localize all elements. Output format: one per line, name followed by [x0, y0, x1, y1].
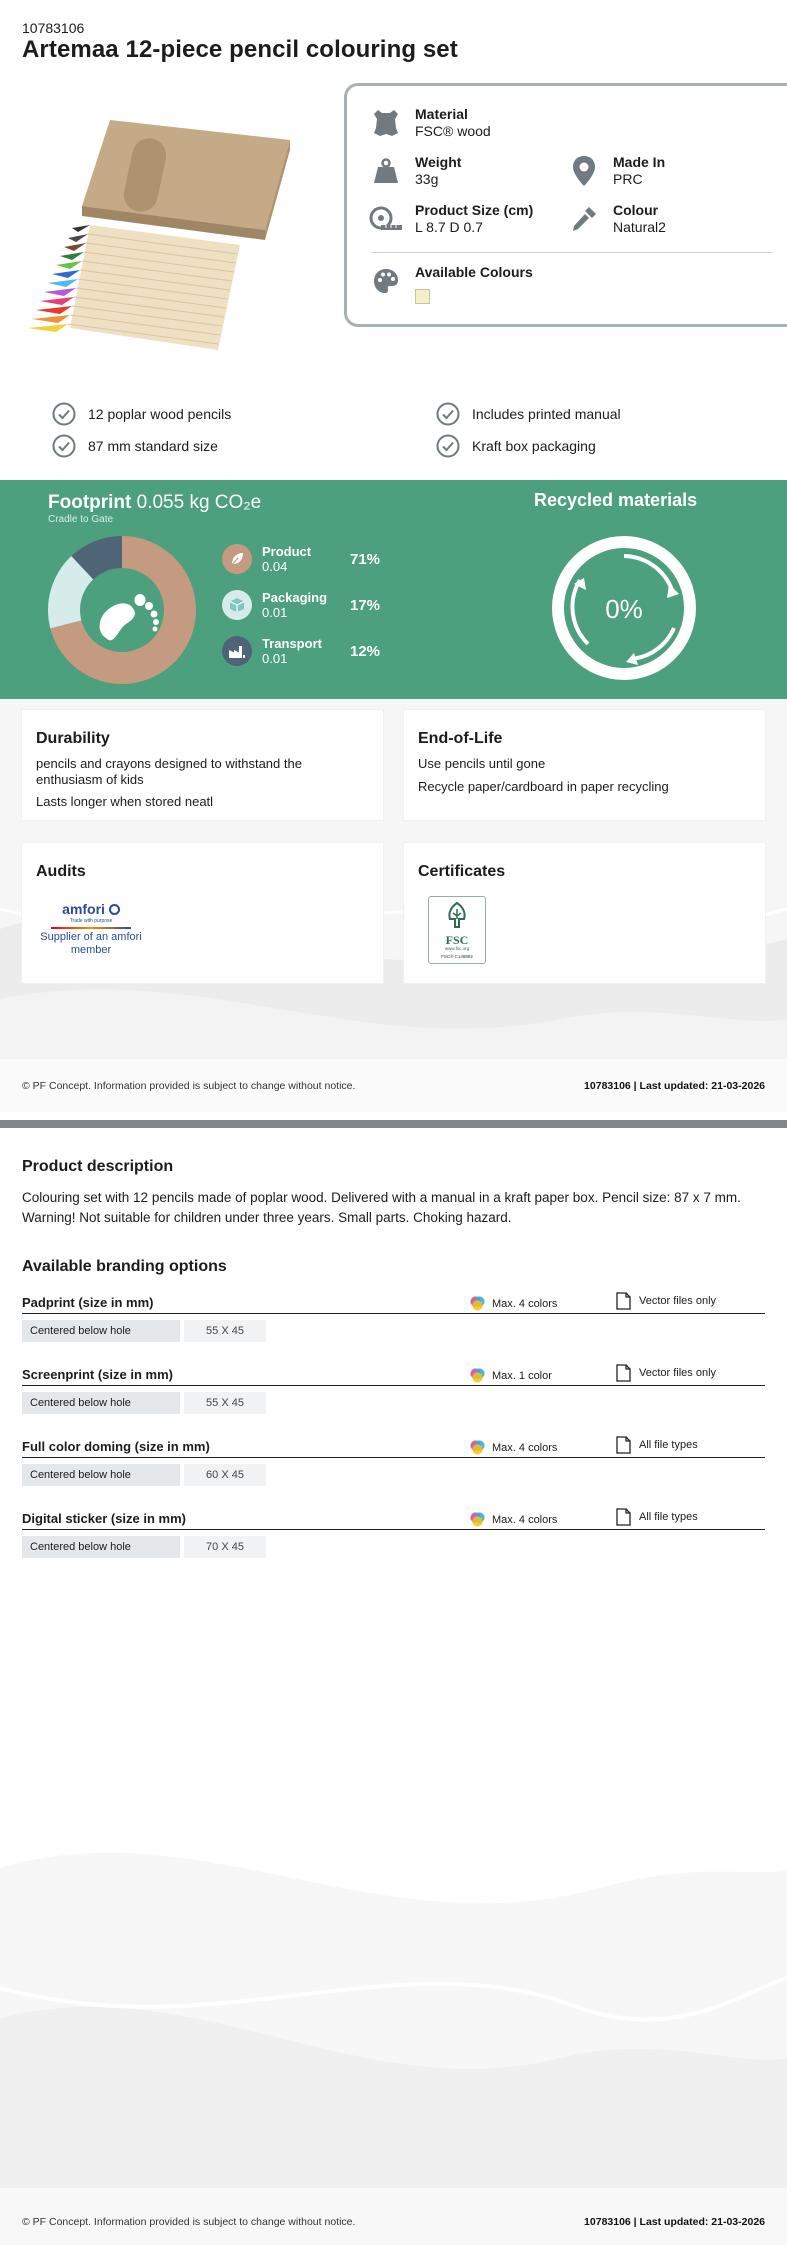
- footprint-donut-chart: [48, 536, 196, 684]
- footer-disclaimer: © PF Concept. Information provided is subject to change without notice.: [22, 1080, 356, 1092]
- footprint-title: [48, 492, 261, 514]
- branding-size: 70 X 45: [184, 1536, 266, 1558]
- card-line: Lasts longer when stored neatl: [36, 794, 214, 809]
- branding-position: Centered below hole: [22, 1464, 180, 1486]
- card-line: pencils and crayons designed to withstand the enthusiasm of kids: [36, 756, 302, 787]
- recycled-title: Recycled materials: [534, 490, 698, 510]
- recycled-value: 0%: [605, 594, 643, 624]
- branding-colors: [469, 1295, 557, 1312]
- check-circle-icon: [436, 402, 460, 426]
- color-wheel-icon: [469, 1367, 486, 1384]
- branding-size: 55 X 45: [184, 1392, 266, 1414]
- spec-value: L 8.7 D 0.7: [415, 219, 483, 235]
- branding-colors: [469, 1439, 557, 1456]
- spec-label: Material: [415, 106, 468, 122]
- card-title: Durability: [36, 730, 110, 747]
- footprint-section: [0, 480, 787, 699]
- file-icon: [616, 1508, 631, 1526]
- color-wheel-icon: [469, 1511, 486, 1528]
- product-sku: 10783106: [22, 20, 85, 36]
- branding-name: Screenprint (size in mm): [22, 1367, 173, 1382]
- fsc-logo-text: FSC: [445, 933, 469, 947]
- footprint-row-transport: [222, 636, 381, 666]
- amfori-logo: [36, 901, 146, 957]
- spec-value: FSC® wood: [415, 123, 491, 139]
- page-separator: [0, 1112, 787, 1128]
- tape-measure-icon: [369, 202, 403, 236]
- location-pin-icon: [567, 154, 601, 188]
- branding-files: [616, 1436, 698, 1454]
- check-circle-icon: [52, 434, 76, 458]
- product-image: [20, 110, 300, 370]
- check-circle-icon: [52, 402, 76, 426]
- feature-label: 87 mm standard size: [88, 438, 218, 454]
- feature-label: Kraft box packaging: [472, 438, 596, 454]
- spec-label: Made In: [613, 154, 666, 170]
- branding-colors-label: Max. 4 colors: [492, 1513, 558, 1526]
- footer-meta: [584, 2216, 765, 2228]
- end-of-life-card: [404, 710, 765, 820]
- eyedropper-icon: [567, 202, 601, 236]
- certificates-card: [404, 843, 765, 983]
- spec-colour: [567, 202, 666, 236]
- branding-files-label: Vector files only: [639, 1295, 717, 1307]
- spec-material: [369, 106, 491, 140]
- footprint-row-amount: 0.01: [262, 651, 288, 666]
- check-circle-icon: [436, 434, 460, 458]
- footprint-row-packaging: [222, 590, 381, 620]
- footprint-row-product: [222, 544, 381, 574]
- spec-label: Available Colours: [415, 264, 533, 280]
- branding-files-label: All file types: [639, 1511, 698, 1523]
- spec-available-colours: [369, 264, 533, 298]
- footprint-label: Footprint: [48, 492, 132, 513]
- fsc-logo-url: www.fsc.org: [444, 946, 470, 951]
- footprint-subtitle: Cradle to Gate: [48, 514, 114, 525]
- branding-colors: [469, 1511, 557, 1528]
- feature-item: [436, 402, 621, 426]
- spec-value: Natural2: [613, 219, 666, 235]
- branding-colors-label: Max. 4 colors: [492, 1297, 558, 1310]
- branding-files: [616, 1364, 716, 1382]
- recycled-gauge: [548, 532, 700, 684]
- branding-size: 60 X 45: [184, 1464, 266, 1486]
- branding-colors-label: Max. 1 color: [492, 1369, 552, 1382]
- spec-label: Weight: [415, 154, 462, 170]
- amfori-logo-text: amfori: [62, 901, 105, 917]
- branding-files: [616, 1508, 698, 1526]
- spec-size: [369, 202, 533, 236]
- spec-divider: [371, 252, 773, 253]
- branding-files-label: All file types: [639, 1439, 698, 1451]
- background-wave: [0, 1688, 787, 2245]
- leaf-icon: [222, 544, 252, 574]
- description-title: Product description: [22, 1158, 174, 1175]
- spec-label: Colour: [613, 202, 659, 218]
- footer-disclaimer: © PF Concept. Information provided is subject to change without notice.: [22, 2216, 356, 2228]
- footer-sku: 10783106: [584, 2216, 631, 2228]
- branding-size: 55 X 45: [184, 1320, 266, 1342]
- footprint-row-amount: 0.01: [262, 605, 288, 620]
- box-icon: [222, 590, 252, 620]
- footprint-row-name: Transport: [262, 636, 322, 651]
- weight-icon: [369, 154, 403, 188]
- footer-meta: [584, 1080, 765, 1092]
- branding-files: [616, 1292, 716, 1310]
- branding-name: Padprint (size in mm): [22, 1295, 154, 1310]
- card-title: Audits: [36, 863, 86, 880]
- feature-item: [52, 434, 218, 458]
- footprint-row-amount: 0.04: [262, 559, 288, 574]
- branding-name: Digital sticker (size in mm): [22, 1511, 186, 1526]
- branding-position: Centered below hole: [22, 1536, 180, 1558]
- fsc-logo: [428, 896, 486, 964]
- feature-item: [52, 402, 231, 426]
- factory-icon: [222, 636, 252, 666]
- footprint-row-percent: 17%: [350, 597, 381, 614]
- branding-files-label: Vector files only: [639, 1367, 717, 1379]
- palette-icon: [369, 264, 403, 298]
- card-line: Use pencils until gone: [418, 756, 546, 771]
- colour-swatch-natural[interactable]: [415, 289, 430, 304]
- card-line: Recycle paper/cardboard in paper recycling: [418, 779, 669, 794]
- file-icon: [616, 1292, 631, 1310]
- feature-item: [436, 434, 596, 458]
- footprint-row-name: Product: [262, 544, 312, 559]
- product-title: Artemaa 12-piece pencil colouring set: [22, 36, 458, 63]
- footprint-value: 0.055 kg CO₂e: [136, 492, 262, 513]
- spec-value: PRC: [613, 171, 643, 187]
- footer-sku: 10783106: [584, 1080, 631, 1092]
- fsc-tree-icon: [442, 901, 472, 929]
- file-icon: [616, 1436, 631, 1454]
- spec-panel: [344, 83, 787, 327]
- footprint-row-percent: 71%: [350, 551, 381, 568]
- color-wheel-icon: [469, 1295, 486, 1312]
- branding-position: Centered below hole: [22, 1392, 180, 1414]
- fsc-logo-code: FSC® C148882: [441, 954, 473, 959]
- datasheet-page-2: [0, 1128, 787, 2245]
- leather-icon: [369, 106, 403, 140]
- card-title: Certificates: [418, 863, 506, 880]
- color-wheel-icon: [469, 1439, 486, 1456]
- spec-label: Product Size (cm): [415, 202, 534, 218]
- feature-label: 12 poplar wood pencils: [88, 406, 232, 422]
- datasheet-page-1: [0, 0, 787, 1112]
- file-icon: [616, 1364, 631, 1382]
- footer-updated: | Last updated: 21-03-2026: [630, 2216, 765, 2228]
- audits-card: [22, 843, 383, 983]
- branding-colors: [469, 1367, 552, 1384]
- footer-updated: | Last updated: 21-03-2026: [630, 1080, 765, 1092]
- spec-made-in: [567, 154, 665, 188]
- branding-title: Available branding options: [22, 1258, 227, 1275]
- durability-card: [22, 710, 383, 820]
- product-description: Colouring set with 12 pencils made of poplar wood. Delivered with a manual in a kraft paper box. Pencil size: 87 x 7 mm. Warning! Not suitable for children under three years. Small parts. Choking hazard.: [22, 1190, 741, 1225]
- footprint-row-percent: 12%: [350, 643, 381, 660]
- footprint-row-name: Packaging: [262, 590, 328, 605]
- amfori-tagline: Trade with purpose: [69, 918, 113, 924]
- branding-position: Centered below hole: [22, 1320, 180, 1342]
- amfori-caption: Supplier of an amfori member: [40, 931, 142, 956]
- feature-label: Includes printed manual: [472, 406, 621, 422]
- branding-colors-label: Max. 4 colors: [492, 1441, 558, 1454]
- card-title: End-of-Life: [418, 730, 503, 747]
- spec-value: 33g: [415, 171, 439, 187]
- branding-name: Full color doming (size in mm): [22, 1439, 210, 1454]
- spec-weight: [369, 154, 461, 188]
